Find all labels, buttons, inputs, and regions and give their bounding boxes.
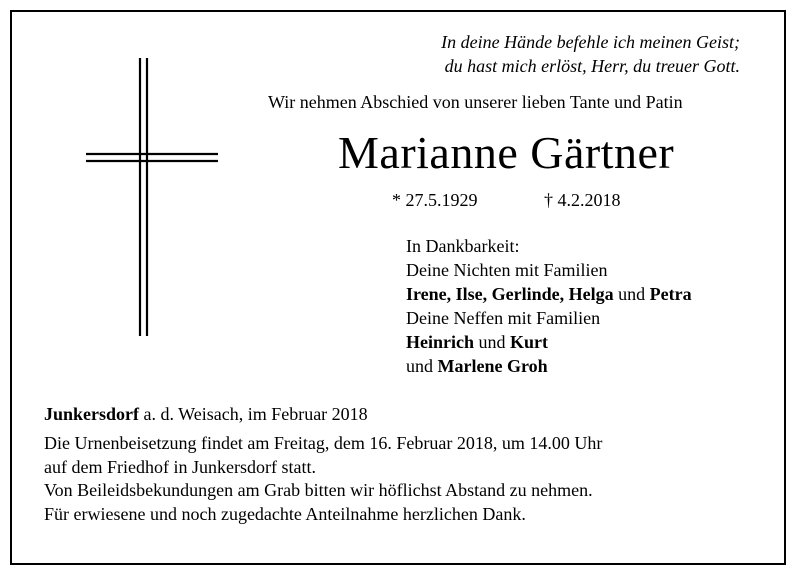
obituary-notice xyxy=(10,10,786,565)
nieces-label: Deine Nichten mit Familien xyxy=(406,260,608,280)
nieces-names-a: Irene, Ilse, Gerlinde, Helga xyxy=(406,284,614,304)
cross-icon xyxy=(72,52,232,352)
mourners-list xyxy=(406,234,692,378)
conjunction: und xyxy=(478,332,506,352)
place-rest: a. d. Weisach, im Februar 2018 xyxy=(143,404,368,424)
birth-date: * 27.5.1929 xyxy=(392,190,478,210)
place-date-line xyxy=(44,404,368,425)
verse-line-2: du hast mich erlöst, Herr, du treuer Gott. xyxy=(444,56,740,76)
nieces-names-b: Petra xyxy=(649,284,692,304)
partner-name: Marlene Groh xyxy=(437,356,548,376)
nephew-name-b: Kurt xyxy=(510,332,548,352)
conjunction: und xyxy=(618,284,646,304)
details-line-2: auf dem Friedhof in Junkersdorf statt. xyxy=(44,456,316,477)
town-name: Junkersdorf xyxy=(44,404,140,424)
verse-line-1: In deine Hände befehle ich meinen Geist; xyxy=(441,32,740,52)
partner-line xyxy=(406,354,692,378)
partner-prefix: und xyxy=(406,356,433,376)
intro-text: Wir nehmen Abschied von unserer lieben Tante und Patin xyxy=(268,92,683,112)
nieces-names xyxy=(406,282,692,306)
death-date: † 4.2.2018 xyxy=(544,190,621,210)
nephews-label: Deine Neffen mit Familien xyxy=(406,308,601,328)
details-line-4: Für erwiesene und noch zugedachte Anteilnahme herzlichen Dank. xyxy=(44,503,526,524)
details-line-3: Von Beileidsbekundungen am Grab bitten wir höflichst Abstand zu nehmen. xyxy=(44,480,593,500)
deceased-name: Marianne Gärtner xyxy=(338,127,675,178)
nephews-names xyxy=(406,330,692,354)
life-dates xyxy=(392,190,621,211)
nephew-name-a: Heinrich xyxy=(406,332,474,352)
details-line-1: Die Urnenbeisetzung findet am Freitag, dem 16. Februar 2018, um 14.00 Uhr xyxy=(44,433,603,453)
bible-verse xyxy=(441,30,740,78)
gratitude-line: In Dankbarkeit: xyxy=(406,236,520,256)
funeral-details xyxy=(44,432,602,526)
